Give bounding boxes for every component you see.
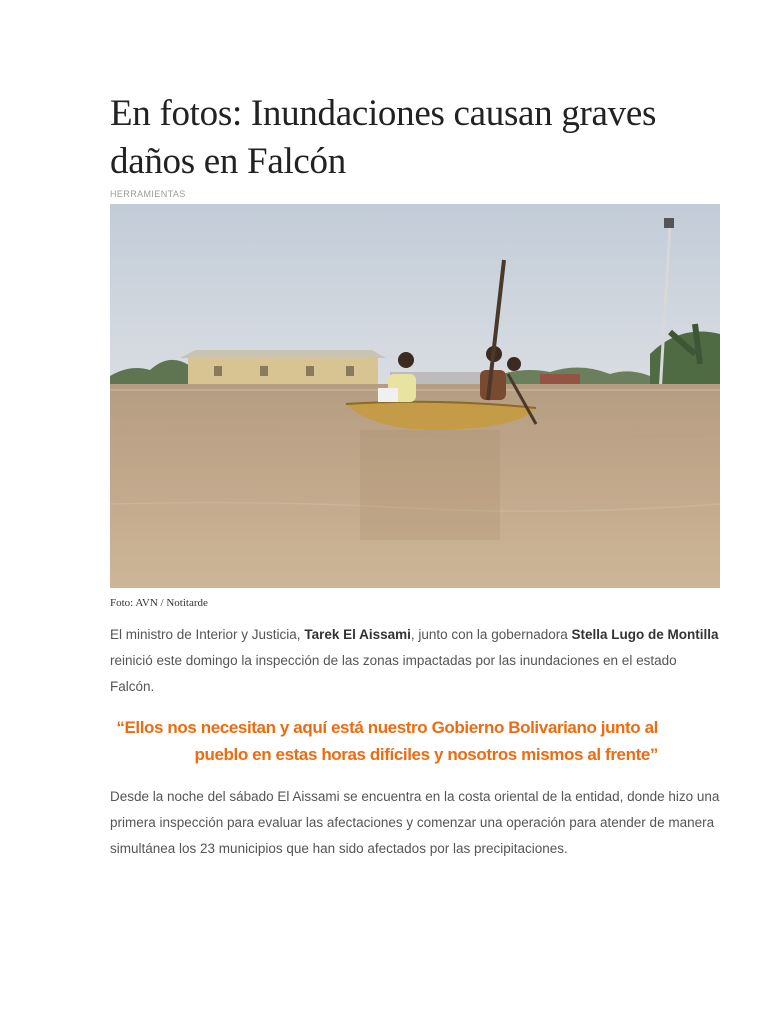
article xyxy=(110,90,720,862)
pull-quote: “Ellos nos necesitan y aquí está nuestro Gobierno Bolivariano junto al pueblo en estas horas difíciles y nosotros mismos al frente” xyxy=(116,718,658,764)
flood-photo xyxy=(110,204,720,588)
name-minister: Tarek El Aissami xyxy=(304,627,411,642)
paragraph-2: Desde la noche del sábado El Aissami se encuentra en la costa oriental de la entidad, donde hizo una primera inspección para evaluar las afectaciones y comenzar una operación para atender de manera simultánea los 23 municipios que han sido afectados por las precipitaciones. xyxy=(110,789,720,856)
paragraph-1-text-c: reinició este domingo la inspección de las zonas impactadas por las inundaciones en el estado Falcón. xyxy=(110,653,677,694)
tools-bar xyxy=(110,188,720,200)
paragraph-1 xyxy=(110,622,720,700)
article-title: En fotos: Inundaciones causan graves daños en Falcón xyxy=(110,93,657,182)
name-governor: Stella Lugo de Montilla xyxy=(571,627,719,642)
tools-link[interactable]: HERRAMIENTAS xyxy=(110,189,186,199)
photo-caption: Foto: AVN / Notitarde xyxy=(110,597,208,609)
paragraph-1-text-b: , junto con la gobernadora xyxy=(410,627,572,642)
paragraph-1-text-a: El ministro de Interior y Justicia, xyxy=(110,627,305,642)
